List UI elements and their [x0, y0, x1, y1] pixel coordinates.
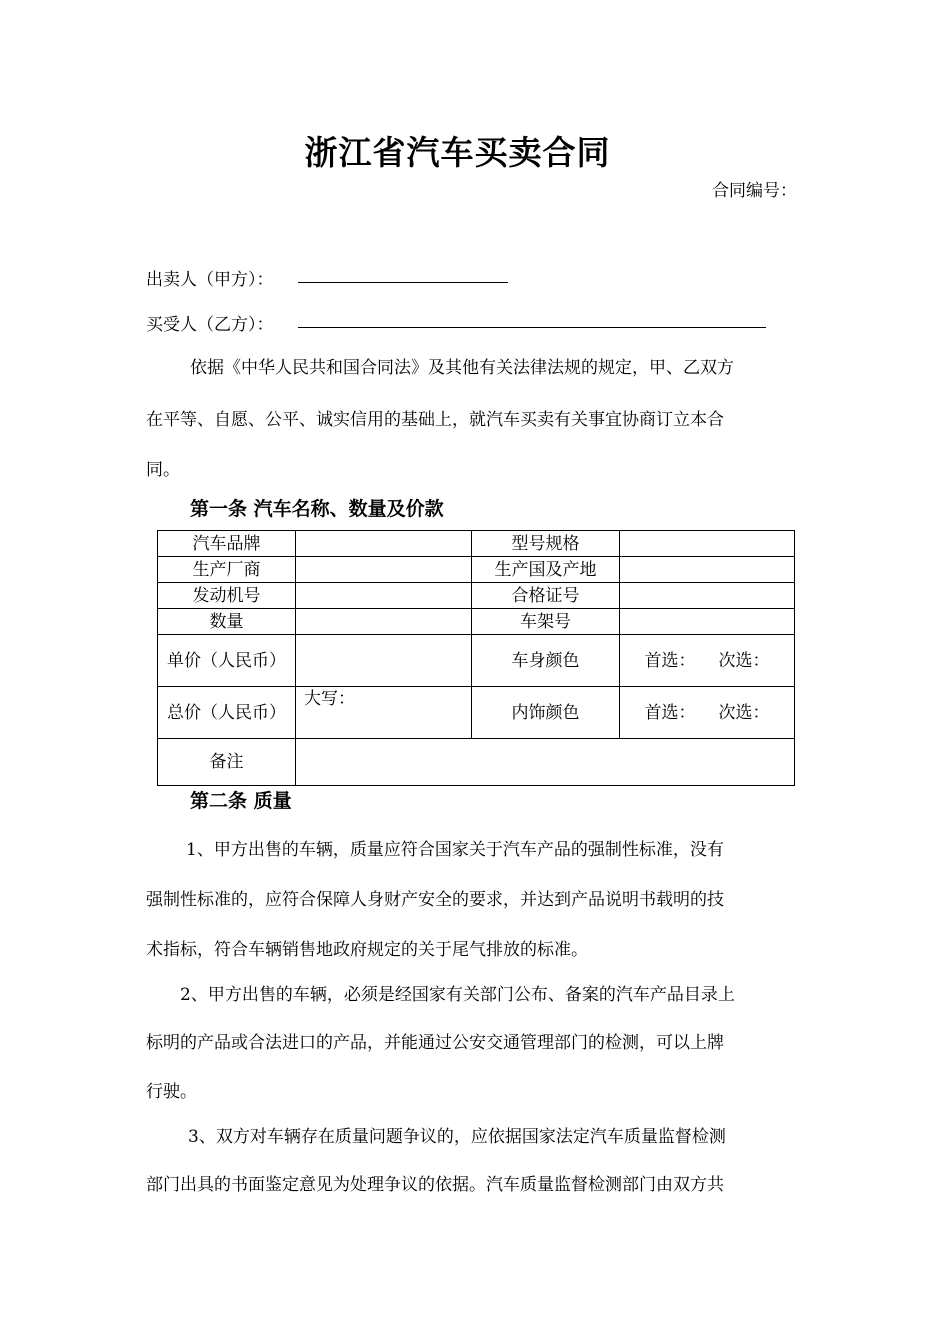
document-title: 浙江省汽车买卖合同 — [304, 133, 611, 172]
buyer-label: 买受人（乙方）： — [146, 315, 274, 335]
interior-color-choices[interactable] — [620, 687, 795, 739]
article-2-heading: 第二条 质量 — [190, 790, 292, 812]
body-first-choice: 首选： — [644, 650, 696, 671]
interior-color-label: 内饰颜色 — [472, 687, 620, 739]
buyer-name-line[interactable] — [298, 327, 766, 328]
quality-p1-line-1: 1、甲方出售的车辆，质量应符合国家关于汽车产品的强制性标准，没有 — [186, 840, 724, 860]
frame-label: 车架号 — [472, 609, 620, 635]
maker-value[interactable] — [296, 557, 472, 583]
origin-label: 生产国及产地 — [472, 557, 620, 583]
quality-p1-line-2: 强制性标准的，应符合保障人身财产安全的要求，并达到产品说明书载明的技 — [146, 890, 724, 910]
body-color-choices[interactable] — [620, 635, 795, 687]
cert-label: 合格证号 — [472, 583, 620, 609]
contract-number-label: 合同编号： — [712, 181, 797, 201]
remarks-label: 备注 — [158, 739, 296, 786]
maker-label: 生产厂商 — [158, 557, 296, 583]
unit-price-label: 单价（人民币） — [158, 635, 296, 687]
total-price-value[interactable] — [296, 687, 472, 739]
daxie-label: 大写： — [304, 689, 355, 709]
engine-label: 发动机号 — [158, 583, 296, 609]
origin-value[interactable] — [620, 557, 795, 583]
frame-value[interactable] — [620, 609, 795, 635]
quality-p2-line-1: 2、甲方出售的车辆，必须是经国家有关部门公布、备案的汽车产品目录上 — [180, 985, 735, 1005]
model-value[interactable] — [620, 531, 795, 557]
engine-value[interactable] — [296, 583, 472, 609]
interior-first-choice: 首选： — [644, 702, 696, 723]
intro-line-1: 依据《中华人民共和国合同法》及其他有关法律法规的规定，甲、乙双方 — [190, 358, 734, 378]
quality-p1-line-3: 术指标，符合车辆销售地政府规定的关于尾气排放的标准。 — [146, 940, 588, 960]
intro-line-3: 同。 — [146, 460, 180, 480]
model-label: 型号规格 — [472, 531, 620, 557]
remarks-value[interactable] — [296, 739, 795, 786]
intro-line-2: 在平等、自愿、公平、诚实信用的基础上，就汽车买卖有关事宜协商订立本合 — [146, 410, 724, 430]
interior-second-choice: 次选： — [718, 702, 770, 723]
cert-value[interactable] — [620, 583, 795, 609]
quantity-value[interactable] — [296, 609, 472, 635]
seller-name-line[interactable] — [298, 282, 508, 283]
article-1-heading: 第一条 汽车名称、数量及价款 — [190, 498, 444, 520]
quality-p3-line-1: 3、双方对车辆存在质量问题争议的，应依据国家法定汽车质量监督检测 — [188, 1127, 726, 1147]
quality-p2-line-3: 行驶。 — [146, 1082, 197, 1102]
quantity-label: 数量 — [158, 609, 296, 635]
body-color-label: 车身颜色 — [472, 635, 620, 687]
brand-label: 汽车品牌 — [158, 531, 296, 557]
total-price-label: 总价（人民币） — [158, 687, 296, 739]
seller-label: 出卖人（甲方）： — [146, 270, 274, 290]
quality-p2-line-2: 标明的产品或合法进口的产品，并能通过公安交通管理部门的检测，可以上牌 — [146, 1033, 724, 1053]
vehicle-info-table — [157, 530, 795, 786]
body-second-choice: 次选： — [718, 650, 770, 671]
unit-price-value[interactable] — [296, 635, 472, 687]
brand-value[interactable] — [296, 531, 472, 557]
quality-p3-line-2: 部门出具的书面鉴定意见为处理争议的依据。汽车质量监督检测部门由双方共 — [146, 1175, 724, 1195]
